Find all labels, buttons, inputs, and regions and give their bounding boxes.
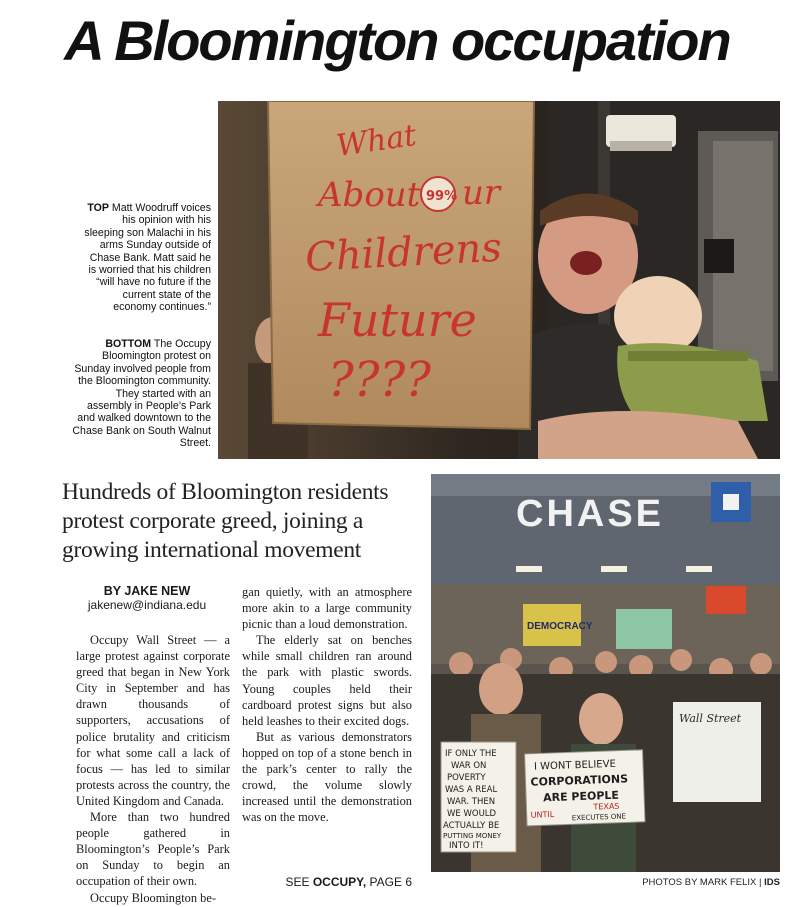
paragraph-3-continued: gan quietly, with an atmosphere more akin to a large community picnic than a loud demonstration. [242,585,412,632]
paragraph-1: Occupy Wall Street — a large protest against corporate greed that began in New York City in September and has drawn thousands of supporters, accusations of police brutality and criticism for what some call a lack of focus — has led to similar protests across the country, the United Kingdom and Canada. [76,633,230,808]
caption-bottom-text: The Occupy Bloomington protest on Sunday involved people from the Bloomington community. They started with an assembly in People’s Park and walked downtown to the Chase Bank on South Walnut Street. [72,338,211,450]
headline: A Bloomington occupation [64,9,730,72]
sign-text-ur: ur [462,173,501,213]
sign-a-line-4: WAS A REAL [445,785,498,795]
sign-a-line-8: PUTTING MONEY [443,832,502,840]
photo-credit-photographer: PHOTOS BY MARK FELIX | [642,877,762,888]
sign-b-line-1: I WONT BELIEVE [533,758,617,773]
byline-name: BY JAKE NEW [103,584,191,598]
paragraph-5: But as various demonstrators hopped on top of a stone bench in the park’s center to rally the crowd, the volume slowly increased until the demonstration was on the move. [242,729,412,825]
paragraph-3-start: Occupy Bloomington be- [90,890,216,905]
sign-wall-street: Wall Street [679,712,742,725]
chase-sign-text: CHASE [516,493,665,535]
sign-text-questions: ???? [328,352,431,408]
sign-text-what: What [334,118,419,164]
sign-text-about: About [318,175,421,215]
sign-a-line-6: WE WOULD [447,809,497,819]
sign-a-line-9: INTO IT! [449,841,484,851]
sign-a-line-5: WAR. THEN [447,797,496,807]
bottom-photo-scene [431,474,780,872]
bottom-photo [431,474,780,872]
caption-top-label: TOP [87,202,109,214]
sign-b-line-2: CORPORATIONS [530,772,629,789]
protester-woman [579,693,623,745]
sign-a-line-3: POVERTY [447,773,486,783]
protester-glasses [479,663,523,715]
sign-b-line-3: ARE PEOPLE [542,788,620,805]
article-column-2 [242,584,412,825]
subheadline: Hundreds of Bloomington residents protest corporate greed, joining a growing international movement [62,479,389,563]
article-column-1 [76,632,230,906]
cardboard-sign [268,101,534,429]
top-photo [218,101,780,459]
sign-a-line-1: IF ONLY THE [445,749,497,759]
sign-text-childrens: Childrens [304,224,503,281]
jump-keyword: OCCUPY, [312,875,367,889]
caption-bottom [70,338,211,450]
byline-email[interactable]: jakenew@indiana.edu [87,598,207,612]
sign-a-line-7: ACTUALLY BE [443,821,500,831]
top-photo-scene [218,101,780,459]
sign-democracy: DEMOCRACY [527,621,593,632]
chase-logo-icon [711,482,751,522]
photo-credit-org: IDS [764,877,780,888]
byline [72,584,222,612]
jump-page: PAGE 6 [369,875,412,889]
paragraph-2: More than two hundred people gathered in Bloomington’s People’s Park on Sunday to begin an occupation of their own. [76,810,230,889]
paragraph-4: The elderly sat on benches while small children ran around the park with plastic swords. Young couples held their cardboard protest signs but also held leashes to their excited dogs. [242,633,412,728]
sign-badge-99: 99% [426,189,458,204]
sign-war-on-poverty [441,742,516,852]
sign-a-line-2: WAR ON [451,761,487,771]
caption-bottom-label: BOTTOM [105,338,152,350]
sign-b-line-6: EXECUTES ONE [571,812,627,823]
jump-prefix: SEE [285,875,310,889]
caption-top [80,202,211,314]
sign-b-line-4: UNTIL [530,809,555,820]
sign-corporations [525,750,645,826]
sign-text-future: Future [318,293,477,347]
photo-credit [560,877,780,888]
jump-line[interactable] [270,875,412,889]
sign-b-line-5: TEXAS [593,801,620,812]
caption-top-text: Matt Woodruff voices his opinion with his sleeping son Malachi in his arms Sunday outside of Chase Bank. Matt said he is worried that his children “will have no future if the current state of the economy continues.” [84,202,211,314]
